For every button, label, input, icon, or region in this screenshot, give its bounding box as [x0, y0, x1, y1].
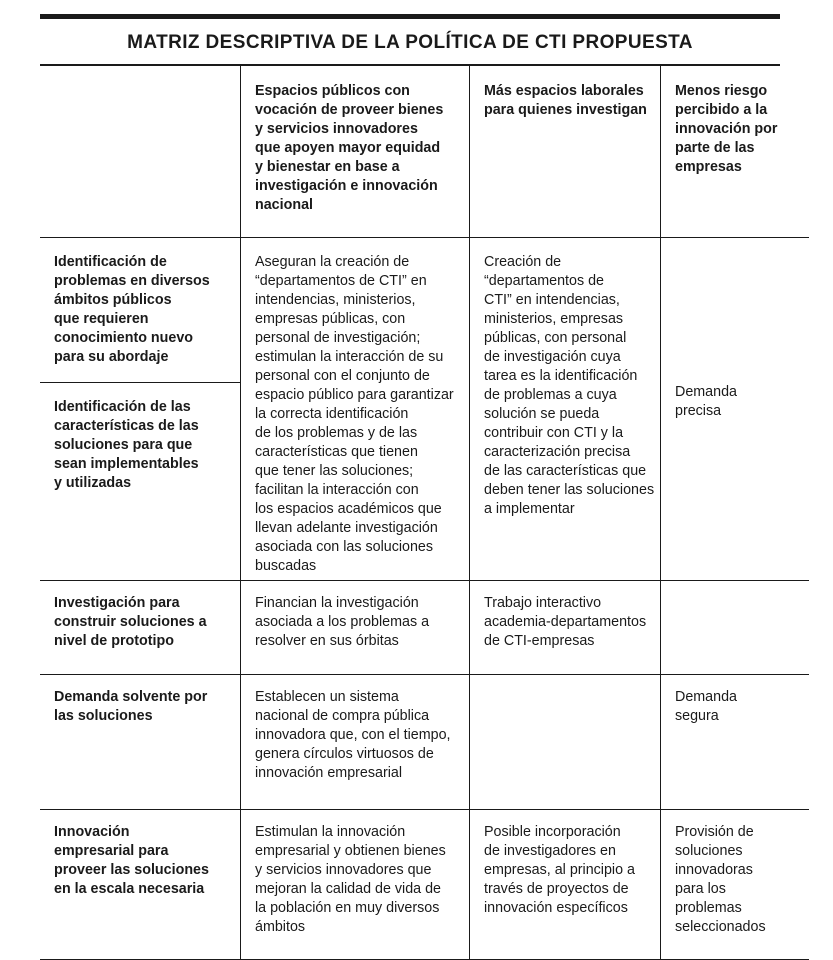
table-cell	[470, 238, 661, 581]
table-cell	[241, 238, 470, 581]
table-row	[40, 675, 809, 810]
row-label: Identificación de problemas en diversos ámbitos públicos que requieren conocimiento nuevo para su abordaje	[40, 238, 240, 383]
table-cell	[661, 238, 810, 581]
table-cell: Trabajo interactivo academia-departamentos de CTI-empresas	[470, 581, 661, 675]
table-row	[40, 581, 809, 675]
table-row	[40, 810, 809, 960]
table-cell: Financian la investigación asociada a los problemas a resolver en sus órbitas	[241, 581, 470, 675]
table-cell: Posible incorporación de investigadores en empresas, al principio a través de proyectos de innovación específicos	[470, 810, 661, 960]
table-cell: Provisión de soluciones innovadoras para los problemas seleccionados	[661, 810, 810, 960]
table-cell: Establecen un sistema nacional de compra pública innovadora que, con el tiempo, genera círculos virtuosos de innovación empresarial	[241, 675, 470, 810]
row-label: Innovación empresarial para proveer las soluciones en la escala necesaria	[40, 810, 241, 960]
header-col2: Espacios públicos con vocación de proveer bienes y servicios innovadores que apoyen mayor equidad y bienestar en base a investigación e innovación nacional	[241, 66, 470, 238]
header-col3: Más espacios laborales para quienes investigan	[470, 66, 661, 238]
table-cell: Demanda segura	[661, 675, 810, 810]
cell-text: Aseguran la creación de “departamentos de CTI” en intendencias, ministerios, empresas públicas, con personal de investigación; estimulan la interacción de su personal con el conjunto de espacio público para garantizar la correcta identificación de los problemas y de las características que tienen que tener las soluciones; facilitan la interacción con los espacios académicos que llevan adelante investigación asociada con las soluciones buscadas	[255, 254, 454, 574]
header-row	[40, 66, 809, 238]
header-col1	[40, 66, 241, 238]
table-cell: Estimulan la innovación empresarial y obtienen bienes y servicios innovadores que mejoran la calidad de vida de la población en muy diversos ámbitos	[241, 810, 470, 960]
page-title: MATRIZ DESCRIPTIVA DE LA POLÍTICA DE CTI PROPUESTA	[40, 19, 780, 66]
cell-text: Creación de “departamentos de CTI” en intendencias, ministerios, empresas públicas, con personal de investigación cuya tarea es la identificación de problemas a cuya solución se pueda contribuir con CTI y la caracterización precisa de las características que deben tener las soluciones a implementar	[484, 254, 655, 517]
matrix-table	[40, 66, 809, 960]
header-col4: Menos riesgo percibido a la innovación por parte de las empresas	[661, 66, 810, 238]
table-row	[40, 238, 809, 581]
row-label: Identificación de las características de las soluciones para que sean implementables y utilizadas	[54, 399, 199, 491]
policy-matrix	[40, 14, 780, 960]
cell-text: Demanda precisa	[675, 384, 737, 419]
row-label-group	[40, 238, 241, 581]
table-cell	[470, 675, 661, 810]
row-label: Demanda solvente por las soluciones	[40, 675, 241, 810]
row-label: Investigación para construir soluciones a nivel de prototipo	[40, 581, 241, 675]
table-cell	[661, 581, 810, 675]
